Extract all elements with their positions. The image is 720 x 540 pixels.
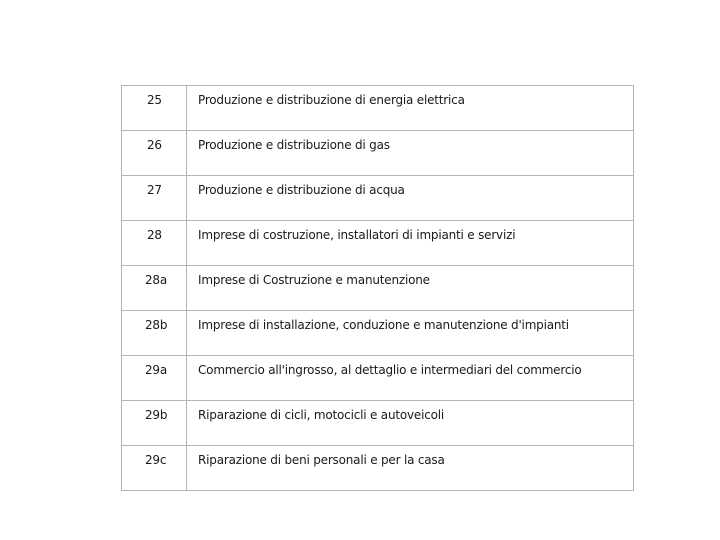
table-row [122,86,634,131]
sector-code: 29b [122,401,187,446]
table-row [122,221,634,266]
table-row [122,176,634,221]
sector-codes-table [121,85,634,491]
sector-code: 28a [122,266,187,311]
sector-code: 25 [122,86,187,131]
sector-description: Commercio all'ingrosso, al dettaglio e intermediari del commercio [187,356,634,401]
table-row [122,401,634,446]
sector-description: Produzione e distribuzione di energia elettrica [187,86,634,131]
sector-description: Produzione e distribuzione di gas [187,131,634,176]
sector-code: 29c [122,446,187,491]
table-row [122,446,634,491]
sector-description: Imprese di installazione, conduzione e manutenzione d'impianti [187,311,634,356]
sector-description: Riparazione di beni personali e per la casa [187,446,634,491]
sector-code: 28 [122,221,187,266]
sector-description: Imprese di costruzione, installatori di impianti e servizi [187,221,634,266]
sector-description: Imprese di Costruzione e manutenzione [187,266,634,311]
sector-description: Riparazione di cicli, motocicli e autoveicoli [187,401,634,446]
table-row [122,311,634,356]
table-row [122,131,634,176]
sector-code: 26 [122,131,187,176]
table-row [122,356,634,401]
table-row [122,266,634,311]
sector-code: 28b [122,311,187,356]
sector-code: 29a [122,356,187,401]
sector-code: 27 [122,176,187,221]
sector-description: Produzione e distribuzione di acqua [187,176,634,221]
